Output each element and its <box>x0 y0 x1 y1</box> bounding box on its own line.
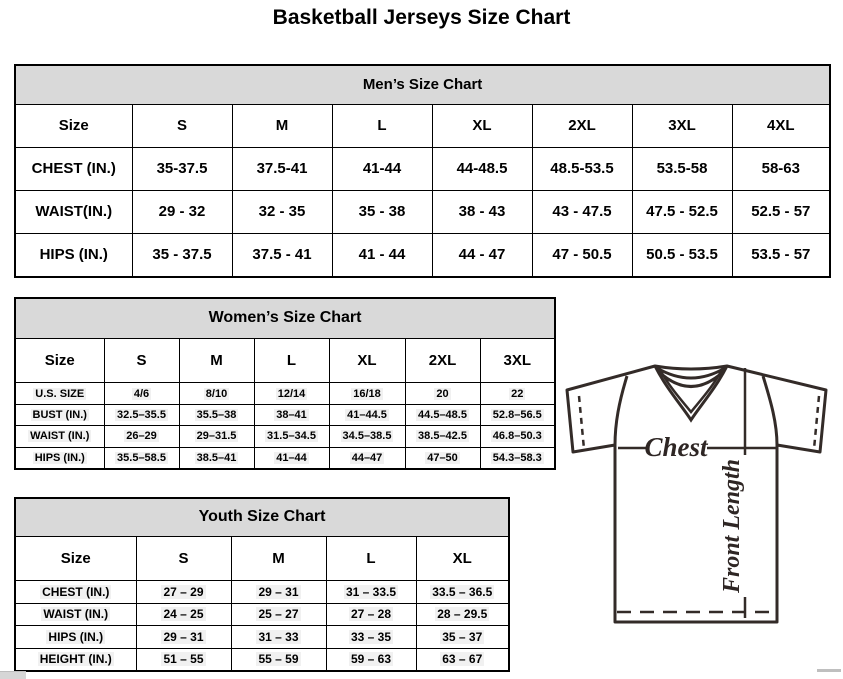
col-header: Size <box>15 104 132 147</box>
col-header: M <box>179 338 254 383</box>
size-value: 50.5 - 53.5 <box>632 233 732 277</box>
col-header: Size <box>15 536 136 581</box>
table-row <box>15 383 555 404</box>
size-value: 44 - 47 <box>432 233 532 277</box>
youth-chart-title: Youth Size Chart <box>15 498 509 536</box>
table-row <box>15 233 830 277</box>
row-label: WAIST (IN.) <box>15 603 136 625</box>
table-row <box>15 603 509 625</box>
size-value: 51 – 55 <box>136 648 231 671</box>
size-value: 46.8–50.3 <box>480 426 555 447</box>
size-value: 34.5–38.5 <box>329 426 405 447</box>
size-value: 41–44 <box>254 447 329 469</box>
table-row <box>15 648 509 671</box>
col-header: M <box>232 104 332 147</box>
scrollbar-fragment-right[interactable] <box>817 669 841 672</box>
table-title-row <box>15 498 509 536</box>
size-value: 35 - 37.5 <box>132 233 232 277</box>
armhole-seam-left <box>615 376 627 445</box>
size-value: 8/10 <box>179 383 254 404</box>
table-row <box>15 447 555 469</box>
mens-chart-title: Men’s Size Chart <box>15 65 830 104</box>
size-value: 33 – 35 <box>326 626 416 648</box>
size-value: 29 – 31 <box>231 581 326 603</box>
jersey-diagram <box>558 356 840 628</box>
col-header: XL <box>432 104 532 147</box>
size-value: 38–41 <box>254 404 329 425</box>
size-value: 22 <box>480 383 555 404</box>
cuff-dash-left <box>579 396 584 449</box>
table-title-row <box>15 298 555 338</box>
size-value: 28 – 29.5 <box>416 603 509 625</box>
front-length-label: Front Length <box>719 458 745 594</box>
size-value: 55 – 59 <box>231 648 326 671</box>
col-header: S <box>132 104 232 147</box>
table-row <box>15 426 555 447</box>
scrollbar-fragment-left[interactable] <box>0 671 26 679</box>
row-label: HIPS (IN.) <box>15 233 132 277</box>
size-value: 35 – 37 <box>416 626 509 648</box>
col-header: XL <box>416 536 509 581</box>
table-header-row <box>15 338 555 383</box>
size-value: 25 – 27 <box>231 603 326 625</box>
col-header: S <box>104 338 179 383</box>
row-label: HIPS (IN.) <box>15 447 104 469</box>
col-header: 3XL <box>480 338 555 383</box>
size-value: 24 – 25 <box>136 603 231 625</box>
womens-size-table <box>14 297 556 470</box>
table-row <box>15 190 830 233</box>
row-label: WAIST (IN.) <box>15 426 104 447</box>
size-value: 16/18 <box>329 383 405 404</box>
row-label: U.S. SIZE <box>15 383 104 404</box>
size-value: 35-37.5 <box>132 147 232 190</box>
size-value: 35.5–58.5 <box>104 447 179 469</box>
row-label: CHEST (IN.) <box>15 147 132 190</box>
col-header: L <box>254 338 329 383</box>
size-value: 20 <box>405 383 480 404</box>
mens-size-table <box>14 64 831 278</box>
size-value: 48.5-53.5 <box>532 147 632 190</box>
col-header: 2XL <box>405 338 480 383</box>
size-value: 37.5-41 <box>232 147 332 190</box>
size-value: 26–29 <box>104 426 179 447</box>
table-row <box>15 147 830 190</box>
size-value: 27 – 29 <box>136 581 231 603</box>
size-value: 12/14 <box>254 383 329 404</box>
col-header: 3XL <box>632 104 732 147</box>
table-title-row <box>15 65 830 104</box>
table-row <box>15 581 509 603</box>
size-value: 4/6 <box>104 383 179 404</box>
size-value: 52.5 - 57 <box>732 190 830 233</box>
size-value: 47.5 - 52.5 <box>632 190 732 233</box>
size-value: 27 – 28 <box>326 603 416 625</box>
row-label: BUST (IN.) <box>15 404 104 425</box>
armhole-seam-right <box>763 376 777 445</box>
size-value: 31.5–34.5 <box>254 426 329 447</box>
womens-chart-title: Women’s Size Chart <box>15 298 555 338</box>
size-value: 35.5–38 <box>179 404 254 425</box>
size-value: 44-48.5 <box>432 147 532 190</box>
row-label: HEIGHT (IN.) <box>15 648 136 671</box>
col-header: XL <box>329 338 405 383</box>
size-value: 31 – 33.5 <box>326 581 416 603</box>
col-header: L <box>326 536 416 581</box>
page-title: Basketball Jerseys Size Chart <box>272 6 571 29</box>
size-value: 44.5–48.5 <box>405 404 480 425</box>
size-value: 53.5 - 57 <box>732 233 830 277</box>
size-value: 47 - 50.5 <box>532 233 632 277</box>
size-value: 41-44 <box>332 147 432 190</box>
size-value: 63 – 67 <box>416 648 509 671</box>
col-header: 4XL <box>732 104 830 147</box>
chest-label: Chest <box>644 432 708 462</box>
size-value: 31 – 33 <box>231 626 326 648</box>
size-value: 37.5 - 41 <box>232 233 332 277</box>
table-row <box>15 404 555 425</box>
row-label: WAIST(IN.) <box>15 190 132 233</box>
size-value: 32 - 35 <box>232 190 332 233</box>
size-value: 53.5-58 <box>632 147 732 190</box>
size-value: 35 - 38 <box>332 190 432 233</box>
table-header-row <box>15 104 830 147</box>
cuff-dash-right <box>814 396 819 449</box>
size-value: 29 - 32 <box>132 190 232 233</box>
size-value: 29–31.5 <box>179 426 254 447</box>
size-value: 52.8–56.5 <box>480 404 555 425</box>
size-value: 29 – 31 <box>136 626 231 648</box>
size-value: 38.5–41 <box>179 447 254 469</box>
row-label: HIPS (IN.) <box>15 626 136 648</box>
col-header: S <box>136 536 231 581</box>
size-value: 47–50 <box>405 447 480 469</box>
size-value: 44–47 <box>329 447 405 469</box>
size-value: 41 - 44 <box>332 233 432 277</box>
size-value: 38 - 43 <box>432 190 532 233</box>
col-header: Size <box>15 338 104 383</box>
size-value: 59 – 63 <box>326 648 416 671</box>
col-header: M <box>231 536 326 581</box>
size-value: 41–44.5 <box>329 404 405 425</box>
size-value: 43 - 47.5 <box>532 190 632 233</box>
table-header-row <box>15 536 509 581</box>
size-value: 32.5–35.5 <box>104 404 179 425</box>
size-value: 33.5 – 36.5 <box>416 581 509 603</box>
col-header: L <box>332 104 432 147</box>
size-value: 38.5–42.5 <box>405 426 480 447</box>
size-value: 54.3–58.3 <box>480 447 555 469</box>
table-row <box>15 626 509 648</box>
col-header: 2XL <box>532 104 632 147</box>
row-label: CHEST (IN.) <box>15 581 136 603</box>
youth-size-table <box>14 497 510 672</box>
size-value: 58-63 <box>732 147 830 190</box>
